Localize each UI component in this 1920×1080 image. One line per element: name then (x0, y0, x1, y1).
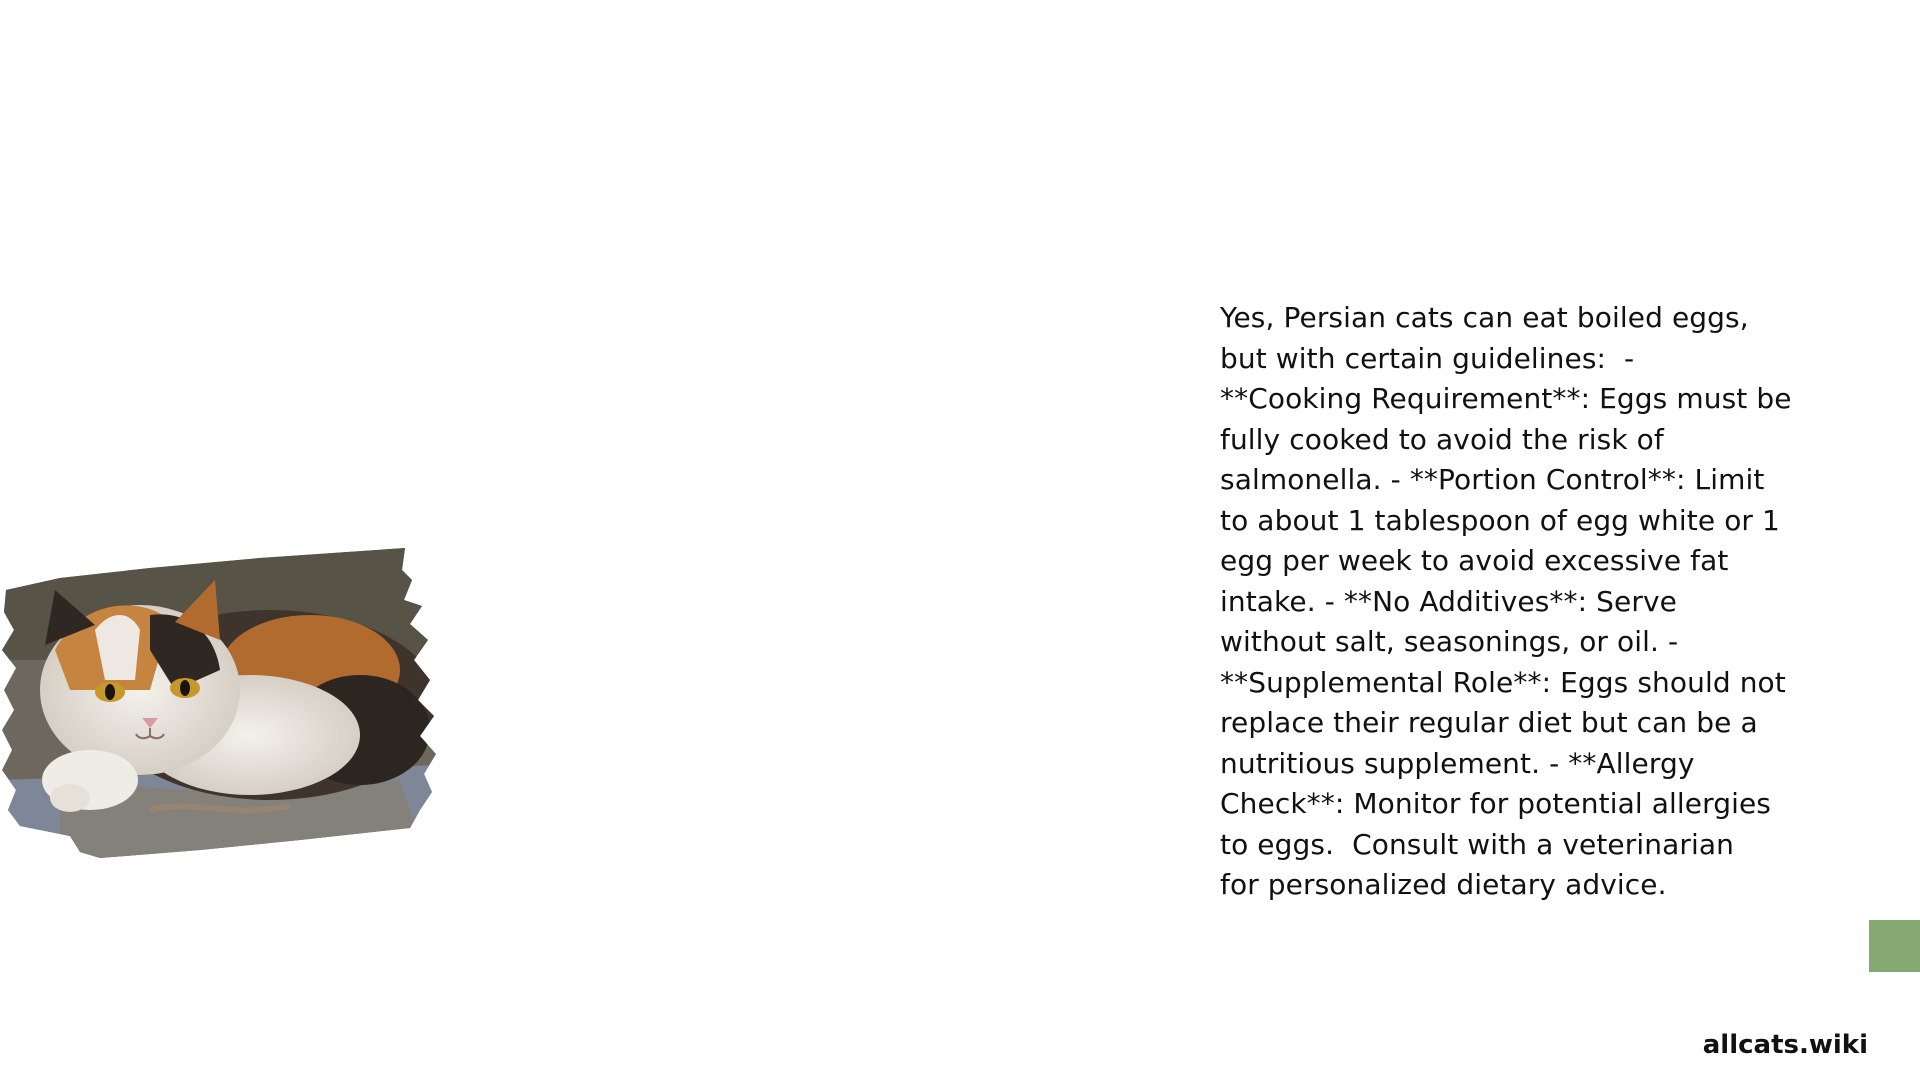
site-brand[interactable]: allcats.wiki (1702, 1030, 1868, 1060)
calico-persian-cat-icon (0, 540, 440, 870)
body-text: Yes, Persian cats can eat boiled eggs, but with certain guidelines: - **Cooking Requirement**: Eggs must be fully cooked to avoid the risk of salmonella. - **Portion Control**: Limit to about 1 tablespoon of egg white or 1 egg per week to avoid excessive fat intake. - **No Additives**: Serve without salt, seasonings, or oil. - **Supplemental Role**: Eggs should not replace their regular diet but can be a nutritious supplement. - **Allergy Check**: Monitor for potential allergies to eggs. Consult with a veterinarian for personalized dietary advice. (1220, 301, 1792, 901)
accent-square (1869, 920, 1920, 972)
